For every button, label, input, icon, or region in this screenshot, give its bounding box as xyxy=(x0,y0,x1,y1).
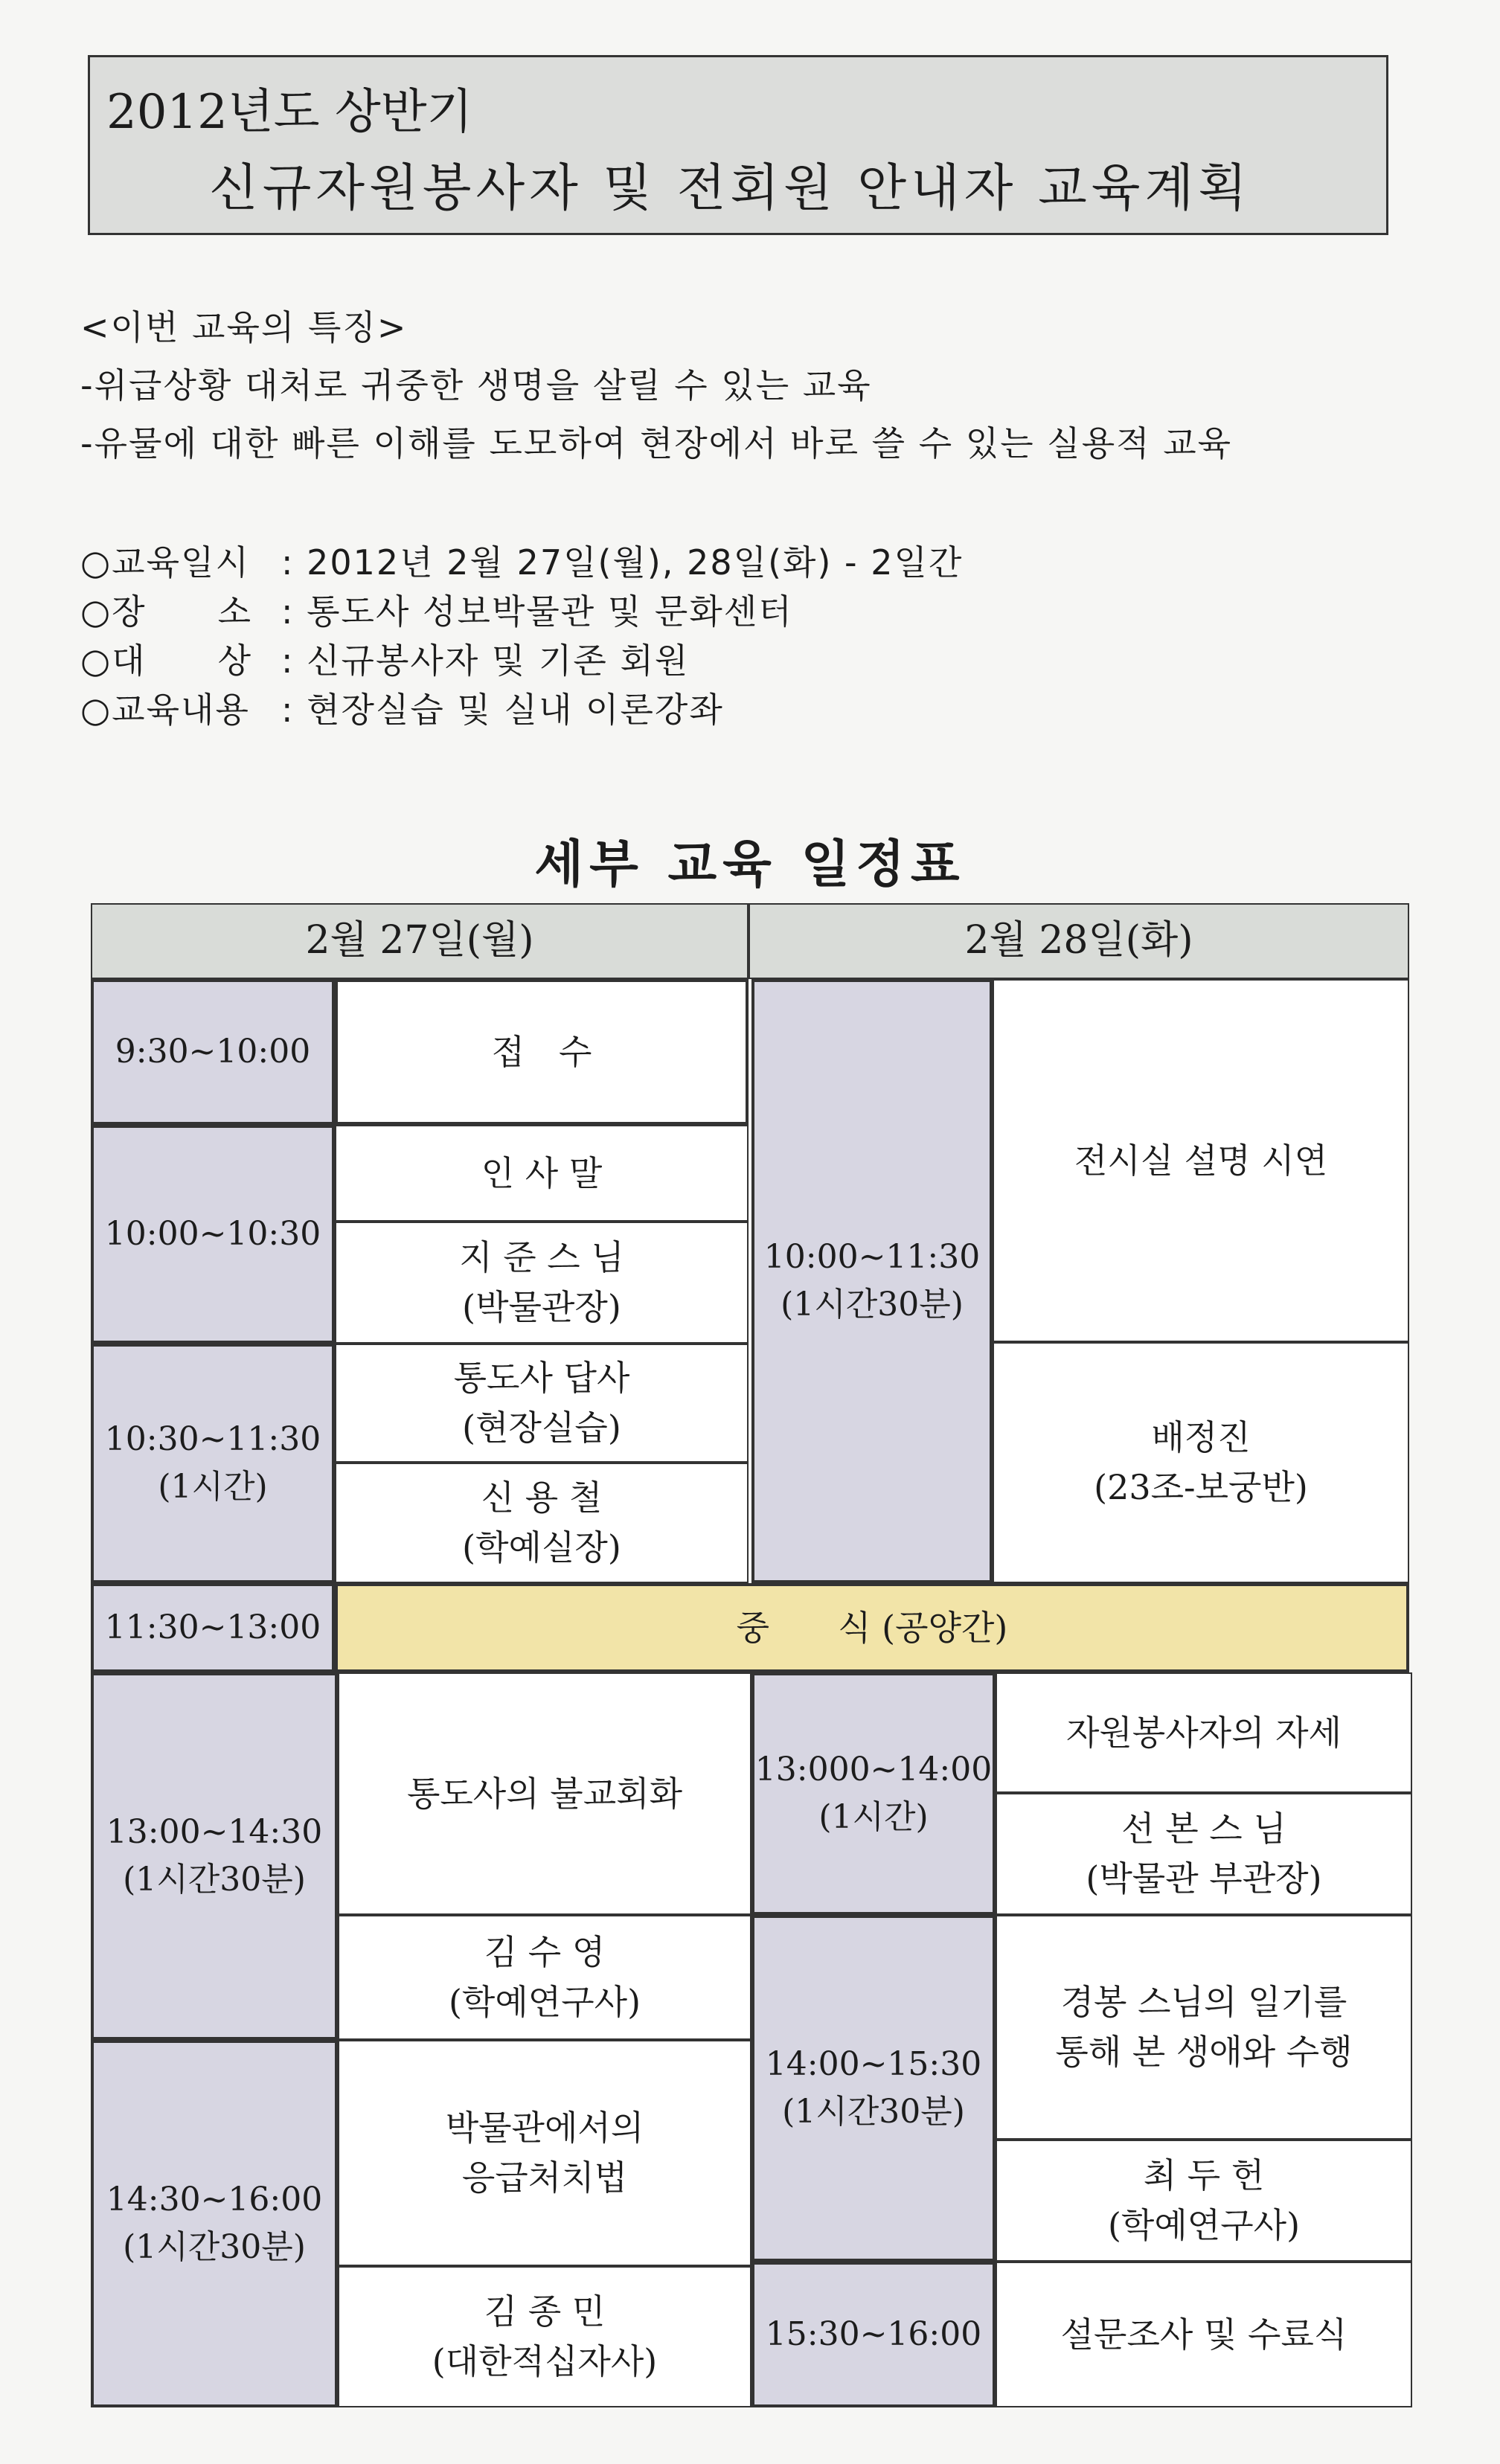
features-heading: <이번 교육의 특징> xyxy=(80,307,408,347)
schedule-item: 김 수 영 (학예연구사) xyxy=(338,1915,751,2040)
time-slot: 14:00~15:30 (1시간30분) xyxy=(751,1915,996,2262)
schedule-item: 경봉 스님의 일기를 통해 본 생애와 수행 xyxy=(996,1915,1412,2140)
info-value: : 통도사 성보박물관 및 문화센터 xyxy=(281,591,793,632)
info-label: ○교육내용 xyxy=(80,690,250,730)
info-row-date xyxy=(80,536,963,585)
schedule-item: 자원봉사자의 자세 xyxy=(996,1672,1412,1793)
title-year: 2012년도 상반기 xyxy=(106,85,473,140)
lunch-time: 11:30~13:00 xyxy=(91,1583,335,1672)
schedule-item: 신 용 철 (학예실장) xyxy=(335,1463,749,1583)
time-slot: 10:00~10:30 xyxy=(91,1125,335,1344)
schedule-title: 세부 교육 일정표 xyxy=(534,835,966,894)
title-box xyxy=(88,55,1388,235)
schedule-item: 전시실 설명 시연 xyxy=(993,979,1409,1342)
time-slot: 9:30~10:00 xyxy=(91,979,335,1125)
time-slot: 15:30~16:00 xyxy=(751,2262,996,2407)
info-row-content xyxy=(80,683,724,732)
schedule-item: 설문조사 및 수료식 xyxy=(996,2262,1412,2407)
info-value: : 현장실습 및 실내 이론강좌 xyxy=(281,690,724,730)
schedule-item: 통도사의 불교회화 xyxy=(338,1672,751,1915)
time-slot: 10:30~11:30 (1시간) xyxy=(91,1344,335,1583)
feature-item: -위급상황 대처로 귀중한 생명을 살릴 수 있는 교육 xyxy=(80,365,872,405)
schedule-item: 김 종 민 (대한적십자사) xyxy=(338,2266,751,2407)
schedule-item: 배정진 (23조-보궁반) xyxy=(993,1342,1409,1583)
schedule-item: 접 수 xyxy=(335,979,749,1125)
info-value: : 2012년 2월 27일(월), 28일(화) - 2일간 xyxy=(281,542,964,583)
info-label: ○교육일시 xyxy=(80,542,250,583)
schedule-item: 통도사 답사 (현장실습) xyxy=(335,1344,749,1463)
time-slot: 13:000~14:00 (1시간) xyxy=(751,1672,996,1915)
schedule-item: 선 본 스 님 (박물관 부관장) xyxy=(996,1793,1412,1915)
schedule-item: 박물관에서의 응급처치법 xyxy=(338,2040,751,2266)
schedule-item: 지 준 스 님 (박물관장) xyxy=(335,1222,749,1344)
info-label: ○장 소 xyxy=(80,591,253,632)
info-row-target xyxy=(80,634,689,683)
time-slot: 13:00~14:30 (1시간30분) xyxy=(91,1672,338,2040)
schedule-item: 최 두 헌 (학예연구사) xyxy=(996,2140,1412,2262)
day2-header: 2월 28일(화) xyxy=(749,903,1409,979)
time-slot: 10:00~11:30 (1시간30분) xyxy=(751,979,993,1583)
info-value: : 신규봉사자 및 기존 회원 xyxy=(281,641,690,681)
page-title: 신규자원봉사자 및 전회원 안내자 교육계획 xyxy=(209,159,1251,218)
feature-item: -유물에 대한 빠른 이해를 도모하여 현장에서 바로 쓸 수 있는 실용적 교육 xyxy=(80,423,1233,463)
schedule-item: 인 사 말 xyxy=(335,1125,749,1222)
info-label: ○대 상 xyxy=(80,641,253,681)
lunch-label: 중 식 (공양간) xyxy=(335,1583,1409,1672)
time-slot: 14:30~16:00 (1시간30분) xyxy=(91,2040,338,2407)
day1-header: 2월 27일(월) xyxy=(91,903,749,979)
info-row-place xyxy=(80,585,793,634)
